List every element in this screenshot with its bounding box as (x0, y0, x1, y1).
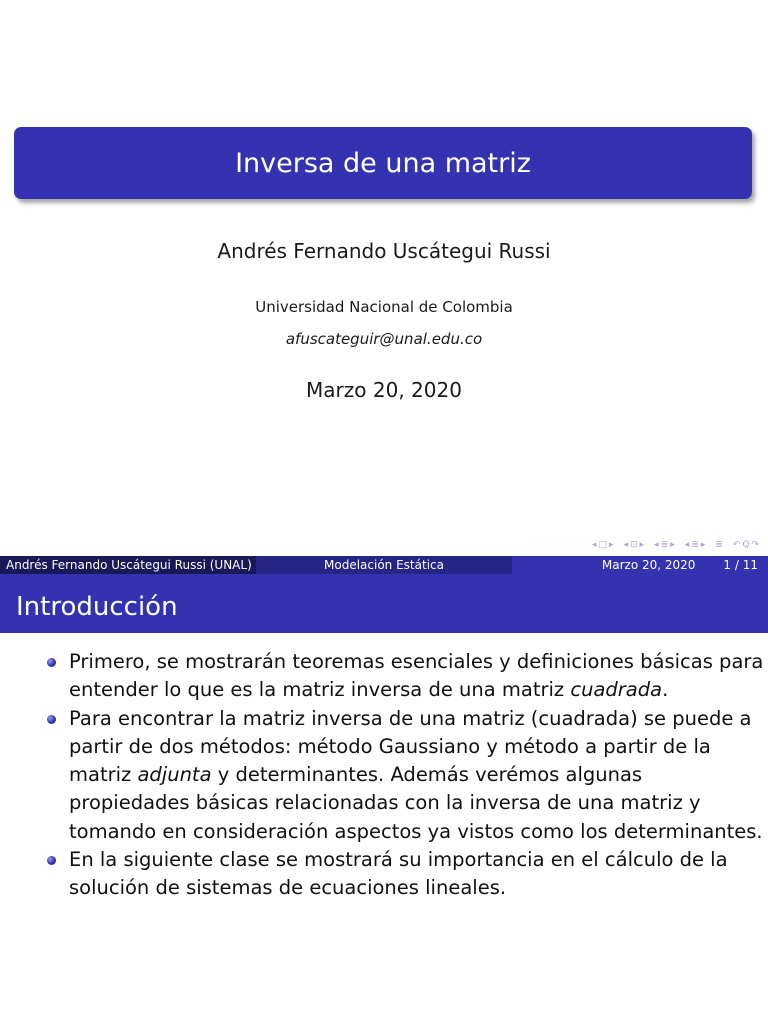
nav-part-group (684, 540, 707, 550)
nav-right-icon[interactable]: ▸ (700, 540, 706, 550)
footline-date-page (512, 556, 768, 574)
part-icon[interactable]: ≣ (691, 540, 699, 550)
frame-title: Introducción (0, 574, 768, 633)
nav-left-icon[interactable]: ◂ (684, 540, 690, 550)
list-item: En la siguiente clase se mostrará su importancia en el cálculo de la solución de sistemas de ecuaciones lineales. (0, 846, 768, 903)
bullet-icon (47, 856, 56, 865)
nav-right-icon[interactable]: ▸ (670, 540, 675, 550)
page-number: 1 / 11 (723, 558, 758, 572)
presentation-title: Inversa de una matriz (235, 147, 531, 179)
beamer-navigation-bar (584, 536, 760, 554)
footline-author: Andrés Fernando Uscátegui Russi (UNAL) (0, 556, 256, 574)
nav-right-icon[interactable]: ▸ (608, 540, 614, 550)
bullet-icon (47, 658, 56, 667)
nav-right-icon[interactable]: ▸ (639, 540, 645, 550)
forward-icon[interactable]: ↷ (751, 540, 759, 550)
nav-subsection-group (622, 540, 645, 550)
nav-document-group (714, 540, 724, 550)
document-icon[interactable]: ≣ (715, 540, 723, 550)
author-name: Andrés Fernando Uscátegui Russi (217, 239, 551, 263)
nav-search-group (732, 540, 760, 550)
nav-left-icon[interactable]: ◂ (623, 540, 628, 550)
section-icon[interactable]: ≣ (660, 540, 669, 550)
presentation-title-box (14, 127, 752, 199)
institute: Universidad Nacional de Colombia (255, 298, 513, 316)
footline-date: Marzo 20, 2020 (601, 558, 696, 572)
frame-icon[interactable]: □ (598, 540, 607, 550)
search-icon[interactable]: Q (742, 540, 750, 550)
list-item: Primero, se mostrarán teoremas esenciales y definiciones básicas para entender lo que es la matriz inversa de una matriz cuadrada. (0, 648, 768, 705)
nav-frame-group (591, 540, 615, 550)
bullet-list (0, 648, 768, 903)
nav-section-group (653, 540, 676, 550)
author-email: afuscateguir@unal.edu.co (285, 330, 483, 348)
introduction-slide (0, 556, 768, 1024)
subsection-icon[interactable]: ⊡ (629, 540, 638, 550)
nav-left-icon[interactable]: ◂ (591, 540, 597, 550)
list-item: Para encontrar la matriz inversa de una matriz (cuadrada) se puede a partir de dos métodos: método Gaussiano y método a partir de la matriz adjunta y determinantes. Además verémos algunas propiedades básicas relacionadas con la inversa de una matriz y tomando en consideración aspectos ya vistos como los determinantes. (0, 705, 768, 846)
footline-title: Modelación Estática (256, 556, 512, 574)
presentation-date: Marzo 20, 2020 (306, 378, 462, 402)
slide-footline (0, 556, 768, 574)
nav-left-icon[interactable]: ◂ (654, 540, 659, 550)
bullet-icon (47, 715, 56, 724)
back-icon[interactable]: ↶ (732, 540, 741, 550)
